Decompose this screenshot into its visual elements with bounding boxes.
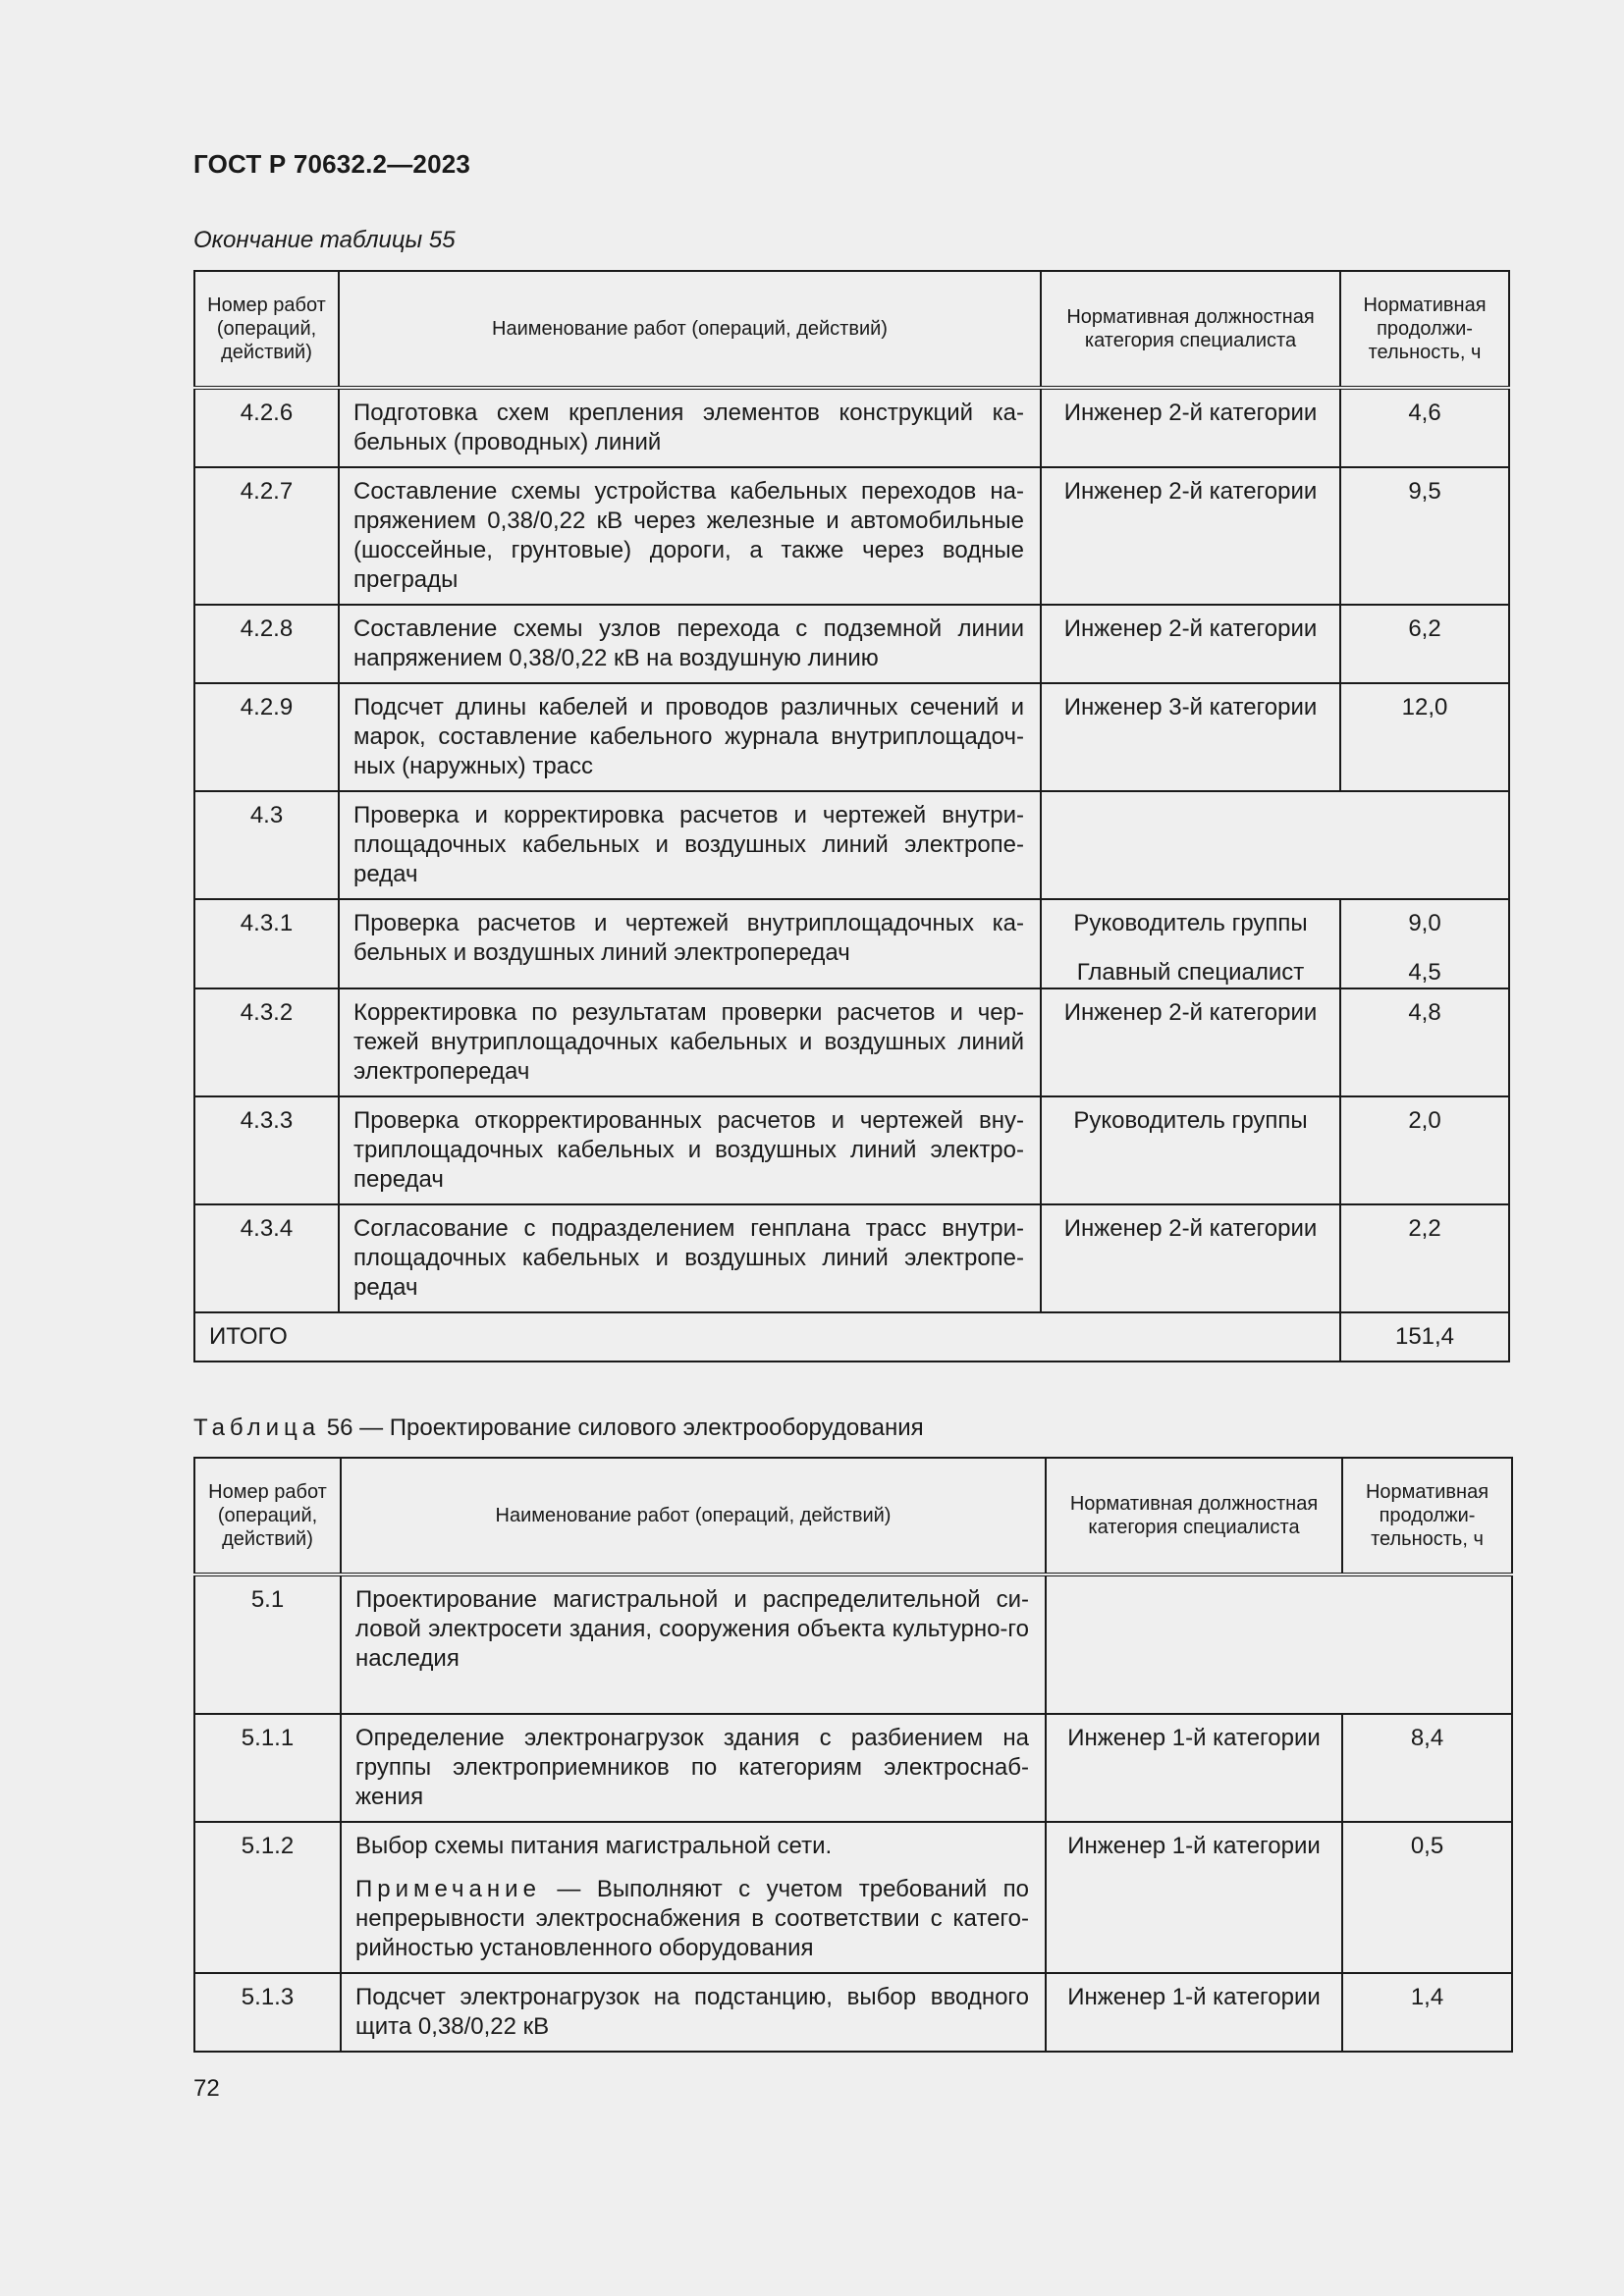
note-label: Примечание bbox=[355, 1876, 541, 1902]
column-header-duration: Нормативная продолжи-тельность, ч bbox=[1340, 271, 1509, 388]
table-row bbox=[194, 683, 1509, 791]
table-56-caption bbox=[193, 1415, 924, 1442]
row-number: 5.1.1 bbox=[194, 1714, 341, 1822]
row-number: 4.3.3 bbox=[194, 1096, 339, 1204]
row-duration: 8,4 bbox=[1342, 1714, 1512, 1822]
row-duration: 12,0 bbox=[1340, 683, 1509, 791]
row-note bbox=[355, 1875, 1029, 1963]
table-row bbox=[194, 388, 1509, 467]
table-header-row bbox=[194, 1458, 1512, 1575]
table-row bbox=[194, 1575, 1512, 1714]
row-duration: 1,4 bbox=[1342, 1973, 1512, 2052]
row-duration: 4,8 bbox=[1340, 988, 1509, 1096]
row-duration: 2,2 bbox=[1340, 1204, 1509, 1312]
row-name: Подсчет электронагрузок на подстанцию, выбор вводного щита 0,38/0,22 кВ bbox=[341, 1973, 1046, 2052]
row-name: Определение электронагрузок здания с разбиением на группы электроприемников по категориям электроснаб-жения bbox=[341, 1714, 1046, 1822]
row-specialist: Руководитель группы bbox=[1041, 1096, 1340, 1204]
row-name: Проверка и корректировка расчетов и чертежей внутри-площадочных кабельных и воздушных линий электропе-редач bbox=[339, 791, 1041, 899]
row-number: 4.3.4 bbox=[194, 1204, 339, 1312]
table-row bbox=[194, 1973, 1512, 2052]
row-number: 4.3 bbox=[194, 791, 339, 899]
row-name: Согласование с подразделением генплана трасс внутри-площадочных кабельных и воздушных линий электропе-редач bbox=[339, 1204, 1041, 1312]
table-row bbox=[194, 1204, 1509, 1312]
table-row bbox=[194, 899, 1509, 988]
row-specialist: Инженер 1-й категории bbox=[1046, 1714, 1342, 1822]
table-row bbox=[194, 605, 1509, 683]
row-name: Корректировка по результатам проверки расчетов и чер-тежей внутриплощадочных кабельных и воздушных линий электропередач bbox=[339, 988, 1041, 1096]
column-header-name: Наименование работ (операций, действий) bbox=[341, 1458, 1046, 1575]
row-duration-cell bbox=[1340, 899, 1509, 988]
table-55 bbox=[193, 270, 1510, 1362]
row-specialist: Инженер 1-й категории bbox=[1046, 1973, 1342, 2052]
table-row bbox=[194, 467, 1509, 605]
row-number: 4.2.8 bbox=[194, 605, 339, 683]
total-label: ИТОГО bbox=[194, 1312, 1340, 1362]
row-number: 4.2.6 bbox=[194, 388, 339, 467]
table-row bbox=[194, 791, 1509, 899]
row-name: Подсчет длины кабелей и проводов различных сечений и марок, составление кабельного журнала внутриплощадоч-ных (наружных) трасс bbox=[339, 683, 1041, 791]
table-55-caption: Окончание таблицы 55 bbox=[193, 227, 456, 253]
total-row bbox=[194, 1312, 1509, 1362]
row-specialist: Руководитель группы bbox=[1073, 910, 1308, 936]
row-specialist-cell bbox=[1041, 899, 1340, 988]
row-duration-2: 4,5 bbox=[1408, 959, 1441, 986]
row-name: Проверка расчетов и чертежей внутриплощадочных ка-бельных и воздушных линий электропередач bbox=[339, 899, 1041, 988]
table-56 bbox=[193, 1457, 1513, 2053]
page-number: 72 bbox=[193, 2075, 220, 2102]
column-header-number: Номер работ (операций, действий) bbox=[194, 1458, 341, 1575]
row-name: Проверка откорректированных расчетов и чертежей вну-триплощадочных кабельных и воздушных линий электро-передач bbox=[339, 1096, 1041, 1204]
row-empty-cell bbox=[1041, 791, 1509, 899]
row-specialist: Инженер 2-й категории bbox=[1041, 605, 1340, 683]
row-name: Проектирование магистральной и распределительной си-ловой электросети здания, сооружения объекта культурно-го наследия bbox=[341, 1575, 1046, 1714]
row-name: Подготовка схем крепления элементов конструкций ка-бельных (проводных) линий bbox=[339, 388, 1041, 467]
row-specialist: Инженер 2-й категории bbox=[1041, 1204, 1340, 1312]
row-specialist: Инженер 2-й категории bbox=[1041, 988, 1340, 1096]
row-duration: 9,5 bbox=[1340, 467, 1509, 605]
row-empty-cell bbox=[1046, 1575, 1512, 1714]
row-name-cell bbox=[341, 1822, 1046, 1973]
row-duration: 9,0 bbox=[1408, 910, 1441, 936]
row-number: 5.1 bbox=[194, 1575, 341, 1714]
row-name: Составление схемы узлов перехода с подземной линии напряжением 0,38/0,22 кВ на воздушную линию bbox=[339, 605, 1041, 683]
column-header-name: Наименование работ (операций, действий) bbox=[339, 271, 1041, 388]
column-header-specialist: Нормативная должностная категория специалиста bbox=[1041, 271, 1340, 388]
table-row bbox=[194, 1714, 1512, 1822]
table-row bbox=[194, 988, 1509, 1096]
row-duration: 2,0 bbox=[1340, 1096, 1509, 1204]
row-number: 5.1.3 bbox=[194, 1973, 341, 2052]
row-duration: 6,2 bbox=[1340, 605, 1509, 683]
row-specialist: Инженер 2-й категории bbox=[1041, 467, 1340, 605]
row-duration: 4,6 bbox=[1340, 388, 1509, 467]
row-specialist: Инженер 1-й категории bbox=[1046, 1822, 1342, 1973]
table-56-caption-title: 56 — Проектирование силового электрооборудования bbox=[320, 1415, 924, 1441]
column-header-number: Номер работ (операций, действий) bbox=[194, 271, 339, 388]
total-value: 151,4 bbox=[1340, 1312, 1509, 1362]
table-row bbox=[194, 1096, 1509, 1204]
table-56-caption-prefix: Таблица bbox=[193, 1415, 321, 1441]
table-row bbox=[194, 1822, 1512, 1973]
note-text: — Выполняют с учетом требований по непрерывности электроснабжения в соответствии с катего-рийностью установленного оборудования bbox=[355, 1876, 1029, 1961]
table-header-row bbox=[194, 271, 1509, 388]
row-duration: 0,5 bbox=[1342, 1822, 1512, 1973]
row-number: 4.2.7 bbox=[194, 467, 339, 605]
row-number: 5.1.2 bbox=[194, 1822, 341, 1973]
row-name: Составление схемы устройства кабельных переходов на-пряжением 0,38/0,22 кВ через железные и автомобильные (шоссейные, грунтовые) дороги, а также через водные преграды bbox=[339, 467, 1041, 605]
row-specialist: Инженер 2-й категории bbox=[1041, 388, 1340, 467]
row-number: 4.3.2 bbox=[194, 988, 339, 1096]
document-header: ГОСТ Р 70632.2—2023 bbox=[193, 149, 471, 179]
row-specialist: Инженер 3-й категории bbox=[1041, 683, 1340, 791]
row-number: 4.3.1 bbox=[194, 899, 339, 988]
column-header-duration: Нормативная продолжи-тельность, ч bbox=[1342, 1458, 1512, 1575]
column-header-specialist: Нормативная должностная категория специалиста bbox=[1046, 1458, 1342, 1575]
row-number: 4.2.9 bbox=[194, 683, 339, 791]
row-specialist-2: Главный специалист bbox=[1076, 959, 1305, 986]
row-name: Выбор схемы питания магистральной сети. bbox=[355, 1833, 833, 1859]
